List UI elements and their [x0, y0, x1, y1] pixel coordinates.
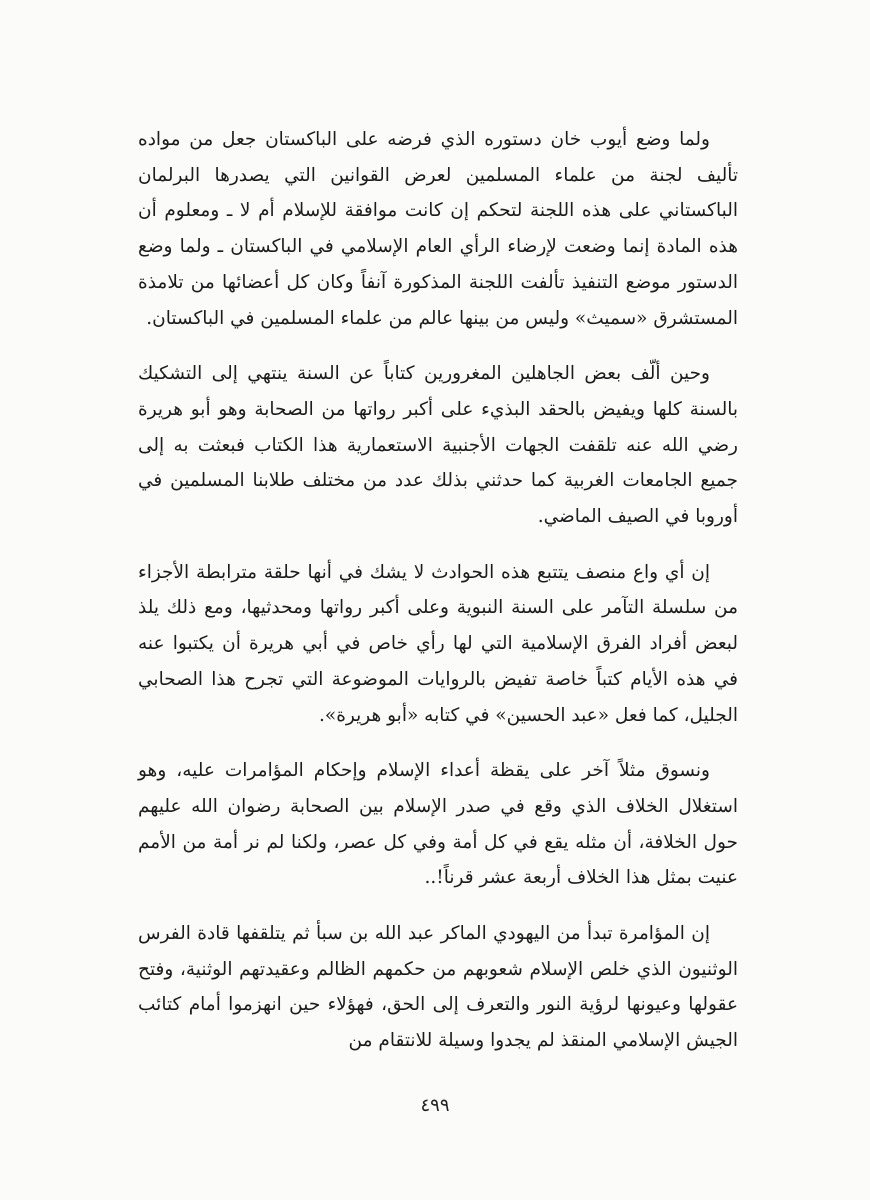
paragraph-3: إن أي واع منصف يتتبع هذه الحوادث لا يشك في أنها حلقة مترابطة الأجزاء من سلسلة التآمر على السنة النبوية وعلى أكبر رواتها ومحدثيها، ومع ذلك يلذ لبعض أفراد الفرق الإسلامية التي لها رأي خاص في أبي هريرة أن يكتبوا عنه في هذه الأيام كتباً خاصة تفيض بالروايات الموضوعة التي تجرح هذا الصحابي الجليل، كما فعل «عبد الحسين» في كتابه «أبو هريرة». [138, 561, 738, 726]
body-text [138, 122, 738, 1079]
paragraph-1: ولما وضع أيوب خان دستوره الذي فرضه على الباكستان جعل من مواده تأليف لجنة من علماء المسلمين لعرض القوانين التي يصدرها البرلمان الباكستاني على هذه اللجنة لتحكم إن كانت موافقة للإسلام أم لا ـ ومعلوم أن هذه المادة إنما وضعت لإرضاء الرأي العام الإسلامي في الباكستان ـ ولما وضع الدستور موضع التنفيذ تألفت اللجنة المذكورة آنفاً وكان كل أعضائها من تلامذة المستشرق «سميث» وليس من بينها عالم من علماء المسلمين في الباكستان. [138, 129, 738, 329]
paragraph-2: وحين ألّف بعض الجاهلين المغرورين كتاباً عن السنة ينتهي إلى التشكيك بالسنة كلها ويفيض بالحقد البذيء على أكبر رواتها من الصحابة وهو أبو هريرة رضي الله عنه تلقفت الجهات الأجنبية الاستعمارية هذا الكتاب فبعثت به إلى جميع الجامعات الغربية كما حدثني بذلك عدد من مختلف طلابنا المسلمين في أوروبا في الصيف الماضي. [138, 363, 738, 528]
paragraph-5: إن المؤامرة تبدأ من اليهودي الماكر عبد الله بن سبأ ثم يتلقفها قادة الفرس الوثنيون الذي خلص الإسلام شعوبهم من حكمهم الظالم وعقيدتهم الوثنية، وفتح عقولها وعيونها لرؤية النور والتعرف إلى الحق، فهؤلاء حين انهزموا أمام كتائب الجيش الإسلامي المنقذ لم يجدوا وسيلة للانتقام من [138, 923, 738, 1052]
page-number: ٤٩٩ [420, 1095, 450, 1116]
paragraph-4: ونسوق مثلاً آخر على يقظة أعداء الإسلام وإحكام المؤامرات عليه، وهو استغلال الخلاف الذي وقع في صدر الإسلام بين الصحابة رضوان الله عليهم حول الخلافة، أن مثله يقع في كل أمة وفي كل عصر، ولكنا لم نر أمة من الأمم عنيت بمثل هذا الخلاف أربعة عشر قرناً!.. [138, 760, 738, 889]
